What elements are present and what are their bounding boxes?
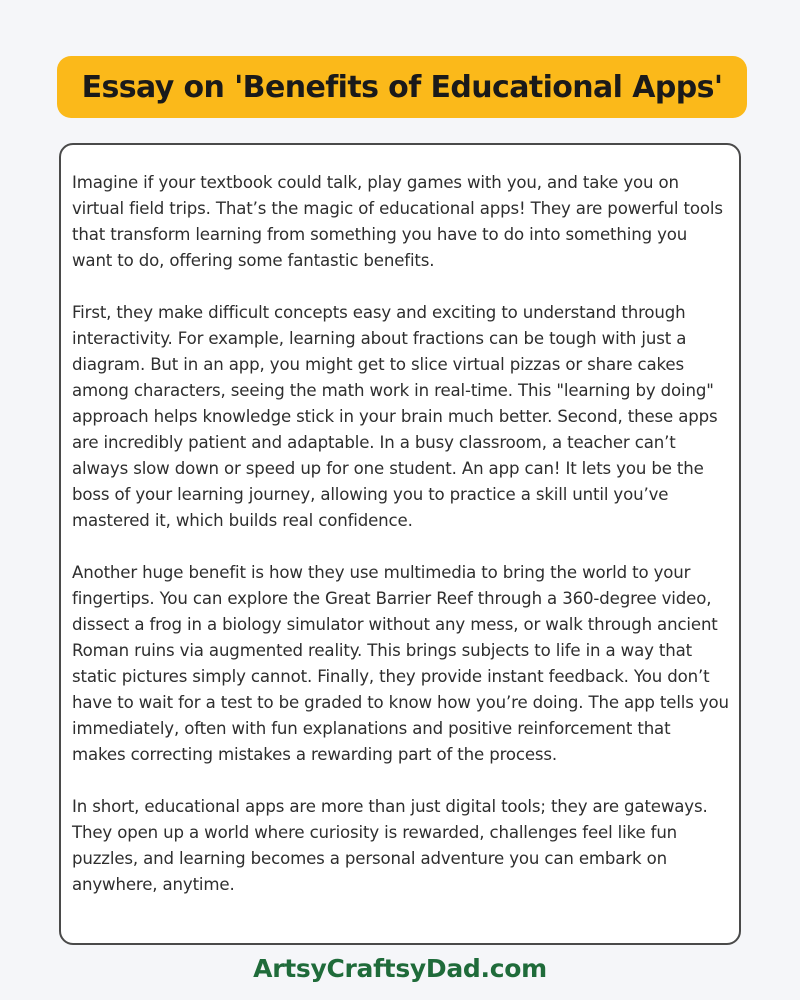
page-title: Essay on 'Benefits of Educational Apps'	[81, 69, 723, 105]
essay-card	[59, 143, 741, 945]
title-banner	[57, 56, 747, 118]
essay-paragraph-conclusion: In short, educational apps are more than just digital tools; they are gateways. They open up a world where curiosity is rewarded, challenges feel like fun puzzles, and learning becomes a personal adventure you can embark on anywhere, anytime.	[72, 797, 708, 894]
footer-site-name: ArtsyCraftsyDad.com	[253, 954, 547, 983]
essay-paragraph-multimedia: Another huge benefit is how they use multimedia to bring the world to your fingertips. You can explore the Great Barrier Reef through a 360-degree video, dissect a frog in a biology simulator without any mess, or walk through ancient Roman ruins via augmented reality. This brings subjects to life in a way that static pictures simply cannot. Finally, they provide instant feedback. You don’t have to wait for a test to be graded to know how you’re doing. The app tells you immediately, often with fun explanations and positive reinforcement that makes correcting mistakes a rewarding part of the process.	[72, 563, 729, 764]
essay-paragraph-intro: Imagine if your textbook could talk, play games with you, and take you on virtual field trips. That’s the magic of educational apps! They are powerful tools that transform learning from something you have to do into something you want to do, offering some fantastic benefits.	[72, 173, 723, 270]
essay-paragraph-interactivity: First, they make difficult concepts easy and exciting to understand through interactivity. For example, learning about fractions can be tough with just a diagram. But in an app, you might get to slice virtual pizzas or share cakes among characters, seeing the math work in real-time. This "learning by doing" approach helps knowledge stick in your brain much better. Second, these apps are incredibly patient and adaptable. In a busy classroom, a teacher can’t always slow down or speed up for one student. An app can! It lets you be the boss of your learning journey, allowing you to practice a skill until you’ve mastered it, which builds real confidence.	[72, 303, 718, 530]
